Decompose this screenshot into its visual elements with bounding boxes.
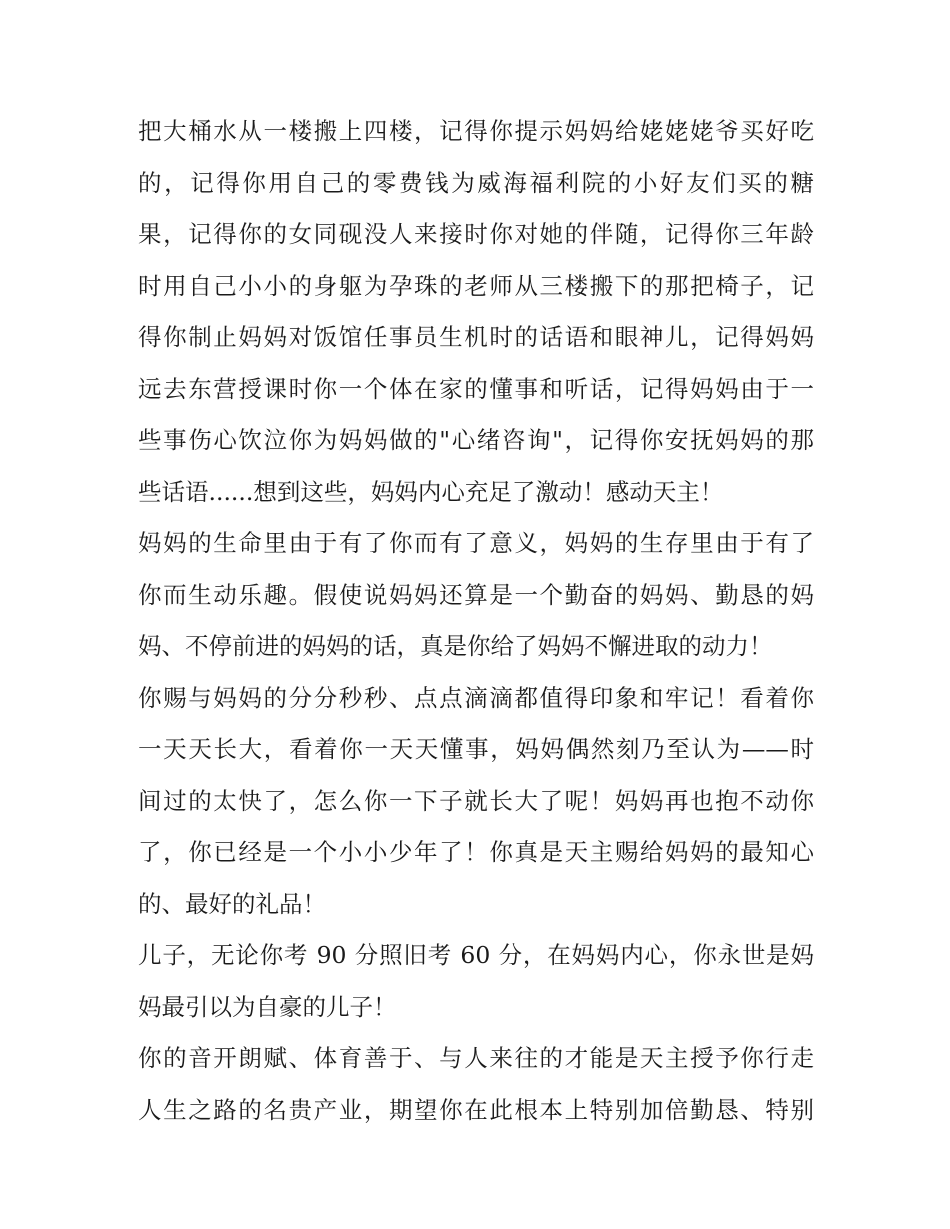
text-line: 一天天长大，看着你一天天懂事，妈妈偶然刻乃至认为——时 bbox=[138, 735, 814, 763]
text-line: 妈、不停前进的妈妈的话，真是你给了妈妈不懈进取的动力！ bbox=[138, 632, 773, 660]
body-text bbox=[138, 106, 814, 1136]
text-line: 远去东营授课时你一个体在家的懂事和听话，记得妈妈由于一 bbox=[138, 374, 814, 403]
text-line: 些话语......想到这些，妈妈内心充足了激动！感动天主！ bbox=[138, 477, 724, 506]
text-line: 果，记得你的女同砚没人来接时你对她的伴随，记得你三年龄 bbox=[138, 220, 814, 248]
text-line: 妈最引以为自豪的儿子！ bbox=[138, 992, 397, 1021]
text-line: 得你制止妈妈对饭馆任事员生机时的话语和眼神儿，记得妈妈 bbox=[138, 323, 814, 351]
text-line: 些事伤心饮泣你为妈妈做的"心绪咨询"，记得你安抚妈妈的那 bbox=[138, 426, 814, 454]
text-line: 妈妈的生命里由于有了你而有了意义，妈妈的生存里由于有了 bbox=[138, 529, 814, 557]
text-line: 你而生动乐趣。假使说妈妈还算是一个勤奋的妈妈、勤恳的妈 bbox=[138, 580, 814, 609]
text-line: 儿子，无论你考 90 分照旧考 60 分，在妈妈内心，你永世是妈 bbox=[138, 941, 814, 969]
text-line: 你的音开朗赋、体育善于、与人来往的才能是天主授予你行走 bbox=[138, 1044, 814, 1072]
text-line: 把大桶水从一楼搬上四楼，记得你提示妈妈给姥姥姥爷买好吃 bbox=[138, 117, 814, 145]
text-line: 间过的太快了，怎么你一下子就长大了呢！妈妈再也抱不动你 bbox=[138, 786, 814, 815]
text-line: 的、最好的礼品！ bbox=[138, 889, 326, 918]
text-line: 时用自己小小的身躯为孕珠的老师从三楼搬下的那把椅子，记 bbox=[138, 271, 814, 300]
text-line: 你赐与妈妈的分分秒秒、点点滴滴都值得印象和牢记！看着你 bbox=[138, 683, 814, 712]
text-line: 的，记得你用自己的零费钱为威海福利院的小好友们买的糖 bbox=[138, 168, 814, 197]
text-line: 人生之路的名贵产业，期望你在此根本上特别加倍勤恳、特别 bbox=[138, 1095, 814, 1124]
text-line: 了，你已经是一个小小少年了！你真是天主赐给妈妈的最知心 bbox=[138, 838, 814, 866]
